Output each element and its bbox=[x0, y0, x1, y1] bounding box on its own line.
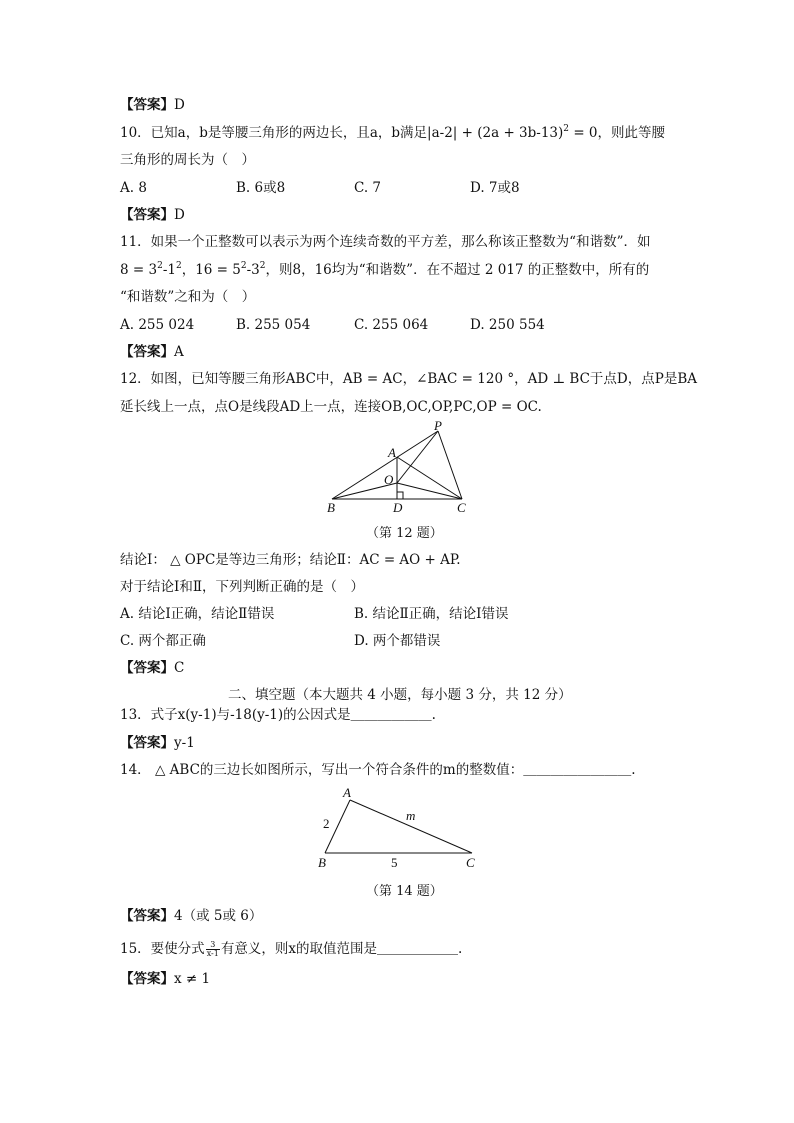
fig12-label-c: C bbox=[457, 500, 466, 515]
q10-option-c: C. 7 bbox=[354, 180, 382, 196]
q11-option-a: A. 255 024 bbox=[120, 317, 195, 333]
answer-line-q13 bbox=[120, 734, 195, 752]
fig12-line-pc bbox=[438, 431, 462, 499]
q11-eq-part: ，16 = 5 bbox=[181, 262, 241, 278]
question-11-line-2 bbox=[120, 261, 649, 279]
answer-line-q11 bbox=[120, 343, 184, 361]
answer-label: 【答案】 bbox=[120, 97, 174, 113]
fig14-label-b: B bbox=[318, 855, 326, 870]
q11-exp: 2 bbox=[175, 261, 182, 271]
answer-value: C bbox=[174, 660, 185, 676]
q10-option-d: D. 7或8 bbox=[470, 180, 520, 196]
answer-label: 【答案】 bbox=[120, 908, 174, 924]
q12-conclusions: 结论Ⅰ： △ OPC是等边三角形；结论Ⅱ：AC = AO + AP. bbox=[120, 552, 461, 568]
fig14-label-a: A bbox=[343, 785, 351, 800]
answer-value: x ≠ 1 bbox=[174, 971, 211, 987]
fig12-line-oc bbox=[397, 483, 462, 499]
q12-option-d: D. 两个都错误 bbox=[354, 633, 441, 649]
q11-eq-part: 8 = 3 bbox=[120, 262, 158, 278]
q11-option-c: C. 255 064 bbox=[354, 317, 429, 333]
question-10-line-1 bbox=[120, 124, 665, 142]
figure-14 bbox=[312, 784, 488, 874]
question-10-line-2: 三角形的周长为（ ） bbox=[120, 152, 255, 168]
figure-14-caption: （第 14 题） bbox=[366, 884, 443, 899]
fig14-side-ac-length: m bbox=[406, 808, 416, 823]
q11-eq-part: -3 bbox=[246, 262, 260, 278]
q15-text-b: 有意义，则x的取值范围是＿＿＿＿＿＿. bbox=[220, 941, 463, 957]
answer-line-q10 bbox=[120, 206, 185, 224]
q10-option-a: A. 8 bbox=[120, 180, 147, 196]
fraction-denominator: x-1 bbox=[206, 949, 219, 958]
q10-text-b: = 0，则此等腰 bbox=[569, 125, 666, 141]
answer-value: D bbox=[174, 97, 185, 113]
answer-label: 【答案】 bbox=[120, 971, 174, 987]
answer-label: 【答案】 bbox=[120, 660, 174, 676]
answer-value: y-1 bbox=[174, 735, 195, 751]
q11-eq-part: -1 bbox=[162, 262, 176, 278]
section-heading: 二、填空题（本大题共 4 小题，每小题 3 分，共 12 分） bbox=[228, 687, 572, 703]
fig12-line-ac bbox=[397, 457, 462, 499]
fig12-label-a: A bbox=[388, 445, 396, 460]
answer-label: 【答案】 bbox=[120, 735, 174, 751]
question-11-line-1: 11．如果一个正整数可以表示为两个连续奇数的平方差，那么称该正整数为“和谐数”．如 bbox=[120, 234, 651, 250]
fig12-right-angle-mark bbox=[397, 492, 403, 499]
answer-line-q9 bbox=[120, 96, 185, 114]
q10-exponent: 2 bbox=[563, 124, 570, 134]
q12-option-a: A. 结论Ⅰ正确，结论Ⅱ错误 bbox=[120, 606, 275, 622]
question-12-line-2: 延长线上一点，点O是线段AD上一点，连接OB,OC,OP,PC,OP = OC. bbox=[120, 399, 542, 415]
q12-option-c: C. 两个都正确 bbox=[120, 633, 206, 649]
q15-text-a: 15．要使分式 bbox=[120, 941, 205, 957]
question-11-line-3: “和谐数”之和为（ ） bbox=[120, 289, 256, 305]
answer-value: 4（或 5或 6） bbox=[174, 908, 263, 924]
q11-option-b: B. 255 054 bbox=[236, 317, 311, 333]
fig14-label-c: C bbox=[466, 855, 475, 870]
figure-12 bbox=[320, 420, 480, 516]
fig12-label-p: P bbox=[434, 420, 442, 433]
q11-option-d: D. 250 554 bbox=[470, 317, 545, 333]
answer-label: 【答案】 bbox=[120, 344, 174, 360]
answer-line-q12 bbox=[120, 659, 184, 677]
answer-line-q14 bbox=[120, 907, 262, 925]
fig14-side-ab-length: 2 bbox=[323, 816, 330, 831]
q12-question: 对于结论Ⅰ和Ⅱ，下列判断正确的是（ ） bbox=[120, 579, 365, 595]
answer-label: 【答案】 bbox=[120, 207, 174, 223]
figure-12-caption: （第 12 题） bbox=[366, 526, 443, 541]
q10-option-b: B. 6或8 bbox=[236, 180, 286, 196]
q11-exp: 2 bbox=[259, 261, 266, 271]
fraction-numerator: 3 bbox=[206, 941, 220, 950]
q11-eq-part: ，则8，16均为“和谐数”．在不超过 2 017 的正整数中，所有的 bbox=[265, 262, 650, 278]
answer-line-q15 bbox=[120, 970, 210, 988]
question-13: 13．式子x(y-1)与-18(y-1)的公因式是＿＿＿＿＿＿. bbox=[120, 707, 436, 723]
question-12-line-1: 12．如图，已知等腰三角形ABC中，AB = AC，∠BAC = 120 °，AD ⊥ BC于点D，点P是BA bbox=[120, 371, 698, 387]
question-15 bbox=[120, 940, 462, 958]
question-14: 14． △ ABC的三边长如图所示，写出一个符合条件的m的整数值：＿＿＿＿＿＿＿＿. bbox=[120, 762, 636, 778]
q11-exp: 2 bbox=[240, 261, 247, 271]
fig12-label-b: B bbox=[327, 500, 335, 515]
answer-value: A bbox=[174, 344, 184, 360]
q15-fraction bbox=[206, 941, 220, 958]
q12-option-b: B. 结论Ⅱ正确，结论Ⅰ错误 bbox=[354, 606, 509, 622]
fig12-line-op bbox=[397, 431, 438, 483]
fig12-label-o: O bbox=[384, 472, 394, 487]
fig12-label-d: D bbox=[393, 500, 403, 515]
q10-text-a: 10．已知a，b是等腰三角形的两边长，且a，b满足|a-2| + (2a + 3b-13) bbox=[120, 125, 564, 141]
answer-value: D bbox=[174, 207, 185, 223]
q11-exp: 2 bbox=[157, 261, 163, 271]
fig14-side-bc-length: 5 bbox=[391, 855, 398, 870]
